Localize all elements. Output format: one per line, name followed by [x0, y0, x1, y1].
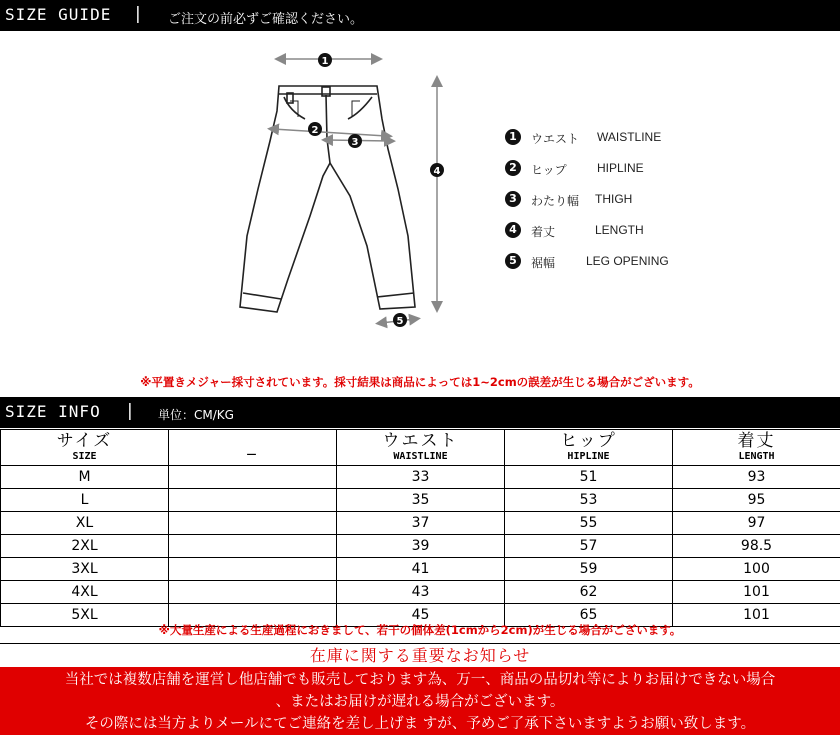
notice-line: 当社では複数店舗を運営し他店舗でも販売しております為、万一、商品の品切れ等によりお届けできない場合	[64, 672, 776, 688]
header-separator: |	[135, 4, 141, 24]
cell-waist: 43	[337, 581, 505, 604]
legend-en: THIGH	[595, 192, 633, 206]
table-row	[1, 489, 840, 512]
measurement-note: ※平置きメジャー採寸されています。採寸結果は商品によっては1~2cmの誤差が生じる場合がございます。	[140, 375, 700, 389]
cell-length: 100	[673, 558, 840, 581]
cell-length: 93	[673, 466, 840, 489]
marker-3-icon	[348, 134, 362, 148]
legend-en: WAISTLINE	[597, 130, 662, 144]
cell-size: 4XL	[1, 581, 169, 604]
cell-hip: 57	[505, 535, 673, 558]
cell-blank	[169, 512, 337, 535]
legend-jp: 着丈	[531, 225, 556, 239]
cell-length: 95	[673, 489, 840, 512]
cell-waist: 33	[337, 466, 505, 489]
cell-waist: 37	[337, 512, 505, 535]
table-row	[1, 581, 840, 604]
stock-notice-body	[0, 667, 840, 735]
marker-3-label: 3	[351, 137, 359, 148]
legend-jp: 裾幅	[531, 256, 556, 270]
cell-length: 98.5	[673, 535, 840, 558]
header-blank: _	[169, 430, 337, 466]
cell-blank	[169, 489, 337, 512]
marker-4-icon	[430, 163, 444, 177]
marker-1-icon	[318, 53, 332, 67]
legend-number-2-icon: 2	[505, 160, 521, 176]
measurement-guide	[0, 31, 840, 395]
table-row	[1, 558, 840, 581]
cell-hip: 55	[505, 512, 673, 535]
hip-measure-line	[273, 129, 387, 136]
cell-blank	[169, 581, 337, 604]
table-header-row	[1, 430, 840, 466]
cell-size: 5XL	[1, 604, 169, 627]
legend-en: HIPLINE	[597, 161, 644, 175]
cell-size: 2XL	[1, 535, 169, 558]
marker-4-label: 4	[433, 166, 441, 177]
size-guide-subtitle: ご注文の前必ずご確認ください。	[168, 12, 364, 27]
cell-waist: 45	[337, 604, 505, 627]
cell-size: 3XL	[1, 558, 169, 581]
table-row	[1, 466, 840, 489]
legend-number-4-icon: 4	[505, 222, 521, 238]
size-info-title: SIZE INFO	[5, 402, 101, 421]
cell-length: 97	[673, 512, 840, 535]
legend-jp: わたり幅	[531, 194, 580, 208]
cell-length: 101	[673, 604, 840, 627]
cell-waist: 39	[337, 535, 505, 558]
unit-label: 単位：CM/KG	[158, 408, 234, 422]
marker-5-icon	[393, 313, 407, 327]
legend-jp: ウエスト	[531, 132, 580, 146]
legend-number-5-icon: 5	[505, 253, 521, 269]
legend-en: LEG OPENING	[586, 254, 669, 268]
table-row	[1, 512, 840, 535]
production-variance-note: ※大量生産による生産過程におきまして、若干の個体差(1cmから2cm)が生じる場合がございます。	[158, 623, 682, 637]
stock-notice-title: 在庫に関する重要なお知らせ	[0, 643, 840, 667]
marker-1-label: 1	[321, 56, 329, 67]
cell-size: L	[1, 489, 169, 512]
header-hip: ヒップ HIPLINE	[505, 430, 673, 466]
legend-jp: ヒップ	[531, 163, 567, 177]
marker-2-label: 2	[311, 125, 319, 136]
marker-5-label: 5	[396, 316, 404, 327]
cell-hip: 62	[505, 581, 673, 604]
table-row	[1, 535, 840, 558]
cell-blank	[169, 558, 337, 581]
cell-size: XL	[1, 512, 169, 535]
size-info-header	[0, 397, 840, 428]
marker-2-icon	[308, 122, 322, 136]
legend-en: LENGTH	[595, 223, 644, 237]
legend-number-1-icon: 1	[505, 129, 521, 145]
pants-diagram	[0, 31, 840, 376]
cell-hip: 65	[505, 604, 673, 627]
cell-blank	[169, 535, 337, 558]
cell-hip: 59	[505, 558, 673, 581]
cell-hip: 53	[505, 489, 673, 512]
size-guide-title: SIZE GUIDE	[5, 5, 112, 24]
cell-length: 101	[673, 581, 840, 604]
header-size: サイズ SIZE	[1, 430, 169, 466]
header-separator: |	[127, 401, 133, 421]
notice-line: 、またはお届けが遅れる場合がございます。	[275, 694, 565, 710]
pants-outline-icon	[240, 86, 415, 312]
cell-blank	[169, 466, 337, 489]
cell-waist: 35	[337, 489, 505, 512]
notice-line: その際には当方よりメールにてご連絡を差し上げま すが、予めご了承下さいますようお願い致します。	[84, 716, 756, 732]
cell-waist: 41	[337, 558, 505, 581]
header-waist: ウエスト WAISTLINE	[337, 430, 505, 466]
size-guide-header	[0, 0, 840, 31]
legend-number-3-icon: 3	[505, 191, 521, 207]
size-table	[0, 429, 840, 627]
cell-size: M	[1, 466, 169, 489]
header-length: 着丈 LENGTH	[673, 430, 840, 466]
cell-hip: 51	[505, 466, 673, 489]
